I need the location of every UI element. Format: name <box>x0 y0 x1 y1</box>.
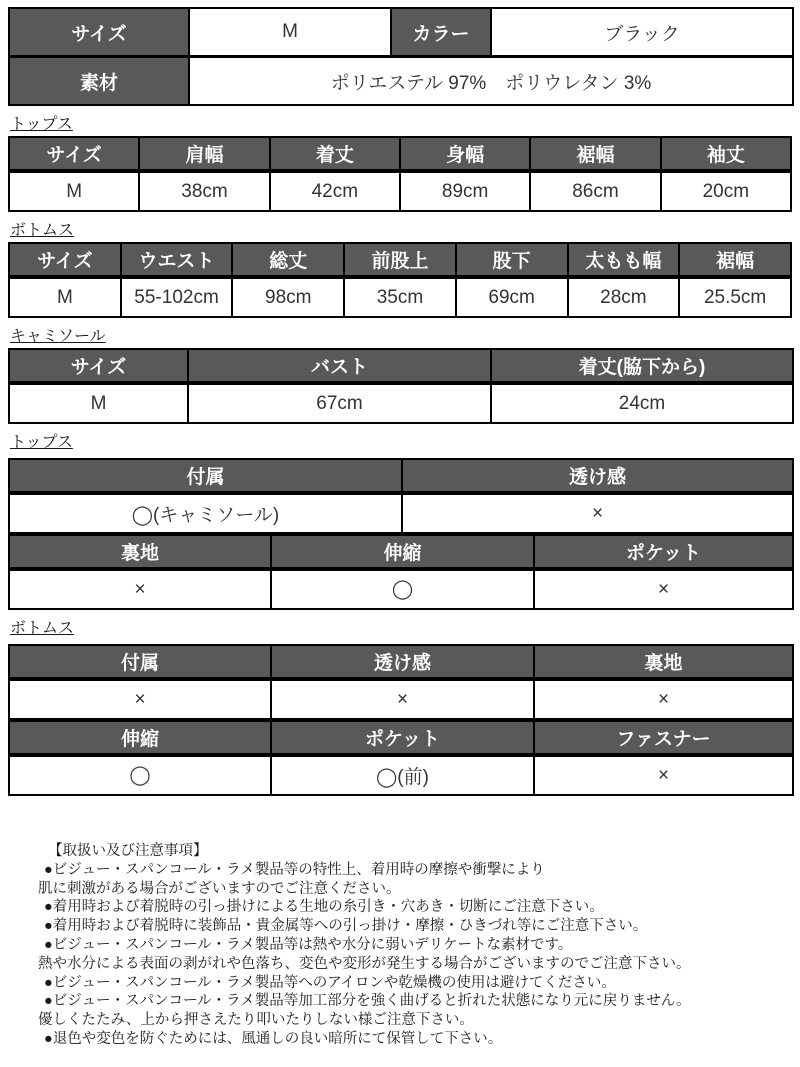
notes-line: ●ビジュー・スパンコール・ラメ製品等の特性上、着用時の摩擦や衝撃により <box>44 861 545 878</box>
feature-cell: × <box>271 679 534 719</box>
table-row <box>9 137 791 171</box>
column-header: 身幅 <box>400 137 530 171</box>
column-header: バスト <box>188 349 491 383</box>
measurement-cell: 38cm <box>139 171 269 211</box>
column-header: 透け感 <box>271 645 534 679</box>
feature-cell: × <box>9 679 271 719</box>
column-header: 太もも幅 <box>568 243 680 277</box>
color-label-cell: カラー <box>391 8 491 57</box>
notes-line: 優しくたたみ、上から押さえたり叩いたりしない様ご注意下さい。 <box>38 1012 474 1029</box>
measurement-cell: 24cm <box>491 383 793 423</box>
product-summary-table <box>8 7 794 106</box>
measurement-cell: 98cm <box>232 277 344 317</box>
measurement-cell: 25.5cm <box>679 277 791 317</box>
measurement-cell: 86cm <box>530 171 660 211</box>
column-header: 股下 <box>456 243 568 277</box>
tops-measurement-table <box>8 136 792 212</box>
tops-section-label: トップス <box>10 116 73 133</box>
column-header: 伸縮 <box>271 535 534 569</box>
table-row <box>9 569 793 609</box>
table-row <box>9 171 791 211</box>
table-row <box>9 755 793 795</box>
table-row <box>9 459 793 493</box>
column-header: 裾幅 <box>679 243 791 277</box>
table-row <box>9 243 791 277</box>
feature-cell: × <box>534 755 793 795</box>
column-header: 付属 <box>9 645 271 679</box>
table-row <box>9 383 793 423</box>
column-header: 付属 <box>9 459 402 493</box>
camisole-measurement-table <box>8 348 794 424</box>
column-header: ファスナー <box>534 721 793 755</box>
table-row <box>9 721 793 755</box>
size-value-cell: M <box>189 8 391 57</box>
column-header: ポケット <box>534 535 793 569</box>
notes-line: ●退色や変色を防ぐためには、風通しの良い暗所にて保管して下さい。 <box>44 1030 503 1047</box>
table-row <box>9 277 791 317</box>
column-header: 透け感 <box>402 459 793 493</box>
material-label-cell: 素材 <box>9 57 189 106</box>
table-row <box>9 349 793 383</box>
column-header: ウエスト <box>121 243 233 277</box>
table-row <box>9 57 793 106</box>
column-header: 袖丈 <box>661 137 791 171</box>
bottoms-features-table-band2 <box>8 720 794 796</box>
measurement-cell: 35cm <box>344 277 456 317</box>
measurement-cell: M <box>9 277 121 317</box>
column-header: 着丈(脇下から) <box>491 349 793 383</box>
measurement-cell: 69cm <box>456 277 568 317</box>
notes-line: ●着用時および着脱時に装飾品・貴金属等への引っ掛け・摩擦・ひきづれ等にご注意下さい。 <box>44 918 648 935</box>
column-header: 肩幅 <box>139 137 269 171</box>
notes-line: ●ビジュー・スパンコール・ラメ製品等へのアイロンや乾燥機の使用は避けてください。 <box>44 974 616 991</box>
measurement-cell: 67cm <box>188 383 491 423</box>
table-row <box>9 645 793 679</box>
tops-features-section-label: トップス <box>10 434 73 451</box>
feature-cell: ◯(キャミソール) <box>9 493 402 533</box>
bottoms-section-label: ボトムス <box>10 222 75 239</box>
feature-cell: ◯ <box>9 755 271 795</box>
tops-features-table-band2 <box>8 534 794 610</box>
table-row <box>9 493 793 533</box>
column-header: 前股上 <box>344 243 456 277</box>
measurement-cell: M <box>9 171 139 211</box>
table-row <box>9 8 793 57</box>
column-header: サイズ <box>9 243 121 277</box>
feature-cell: × <box>402 493 793 533</box>
feature-cell: × <box>534 569 793 609</box>
bottoms-features-table-band1 <box>8 644 794 720</box>
measurement-cell: 28cm <box>568 277 680 317</box>
tops-features-table-band1 <box>8 458 794 534</box>
column-header: 総丈 <box>232 243 344 277</box>
column-header: 裾幅 <box>530 137 660 171</box>
measurement-cell: 20cm <box>661 171 791 211</box>
column-header: 伸縮 <box>9 721 271 755</box>
feature-cell: × <box>9 569 271 609</box>
feature-cell: ◯(前) <box>271 755 534 795</box>
feature-cell: × <box>534 679 793 719</box>
measurement-cell: M <box>9 383 188 423</box>
feature-cell: ◯ <box>271 569 534 609</box>
column-header: 裏地 <box>534 645 793 679</box>
measurement-cell: 89cm <box>400 171 530 211</box>
care-notes <box>8 842 792 1049</box>
notes-line: ●ビジュー・スパンコール・ラメ製品等加工部分を強く曲げると折れた状態になり元に戻りません。 <box>44 993 691 1010</box>
material-value-cell: ポリエステル 97% ポリウレタン 3% <box>189 57 793 106</box>
size-label-cell: サイズ <box>9 8 189 57</box>
table-row <box>9 535 793 569</box>
table-row <box>9 679 793 719</box>
column-header: 裏地 <box>9 535 271 569</box>
column-header: サイズ <box>9 349 188 383</box>
column-header: ポケット <box>271 721 534 755</box>
color-value-cell: ブラック <box>491 8 793 57</box>
column-header: サイズ <box>9 137 139 171</box>
notes-title: 【取扱い及び注意事項】 <box>48 843 208 859</box>
notes-line: ●着用時および着脱時の引っ掛けによる生地の糸引き・穴あき・切断にご注意下さい。 <box>44 899 604 916</box>
measurement-cell: 42cm <box>270 171 400 211</box>
measurement-cell: 55-102cm <box>121 277 233 317</box>
notes-line: 熱や水分による表面の剥がれや色落ち、変色や変形が発生する場合がございますのでご注意下さい。 <box>38 955 691 972</box>
notes-line: 肌に刺激がある場合がございますのでご注意ください。 <box>38 880 401 897</box>
bottoms-measurement-table <box>8 242 792 318</box>
notes-line: ●ビジュー・スパンコール・ラメ製品等は熱や水分に弱いデリケートな素材です。 <box>44 936 573 953</box>
bottoms-features-section-label: ボトムス <box>10 620 75 637</box>
camisole-section-label: キャミソール <box>10 328 106 345</box>
column-header: 着丈 <box>270 137 400 171</box>
